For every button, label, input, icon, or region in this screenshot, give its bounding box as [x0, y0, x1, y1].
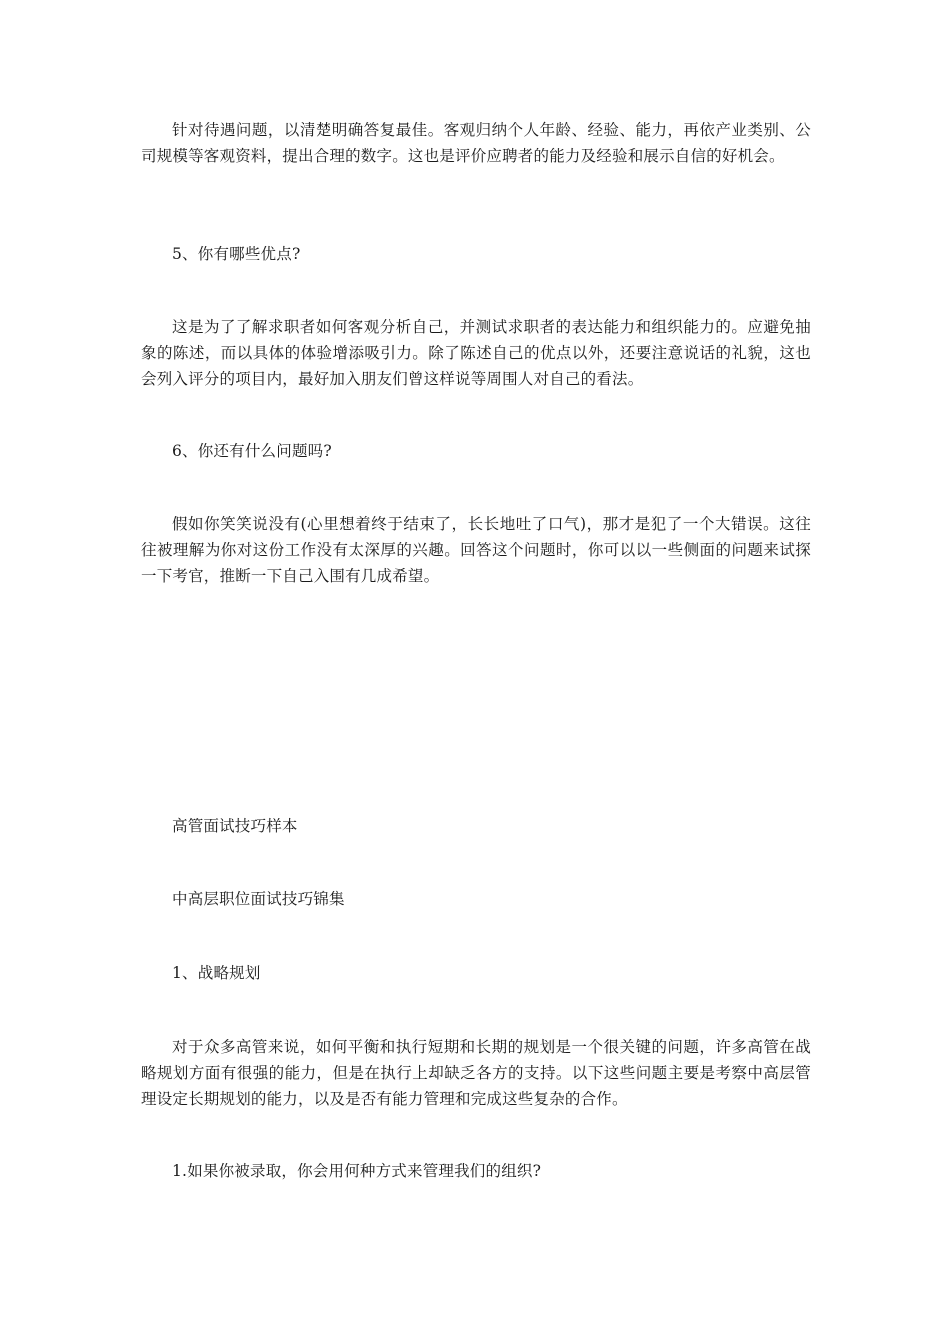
strategy-intro-paragraph: 对于众多高管来说，如何平衡和执行短期和长期的规划是一个很关键的问题，许多高管在战略规划方面有很强的能力，但是在执行上却缺乏各方的支持。以下这些问题主要是考察中高层管理设定长期规划的能力，以及是否有能力管理和完成这些复杂的合作。: [141, 1038, 811, 1108]
question-5-heading: 5、你有哪些优点?: [172, 245, 301, 263]
strategy-question-1: 1.如果你被录取，你会用何种方式来管理我们的组织?: [172, 1162, 542, 1180]
question-5-answer: 这是为了了解求职者如何客观分析自己，并测试求职者的表达能力和组织能力的。应避免抽象的陈述，而以具体的体验增添吸引力。除了陈述自己的优点以外，还要注意说话的礼貌，这也会列入评分的项目内，最好加入朋友们曾这样说等周围人对自己的看法。: [141, 318, 811, 388]
paragraph-salary-answer: 针对待遇问题，以清楚明确答复最佳。客观归纳个人年龄、经验、能力，再依产业类别、公司规模等客观资料，提出合理的数字。这也是评价应聘者的能力及经验和展示自信的好机会。: [141, 121, 811, 165]
section-subtitle: 中高层职位面试技巧锦集: [172, 890, 345, 908]
question-6-heading: 6、你还有什么问题吗?: [172, 442, 332, 460]
question-6-answer: 假如你笑笑说没有(心里想着终于结束了，长长地吐了口气)，那才是犯了一个大错误。这往往被理解为你对这份工作没有太深厚的兴趣。回答这个问题时，你可以以一些侧面的问题来试探一下考官，推断一下自己入围有几成希望。: [141, 515, 811, 585]
strategy-heading: 1、战略规划: [172, 964, 261, 982]
section-title: 高管面试技巧样本: [172, 817, 298, 835]
